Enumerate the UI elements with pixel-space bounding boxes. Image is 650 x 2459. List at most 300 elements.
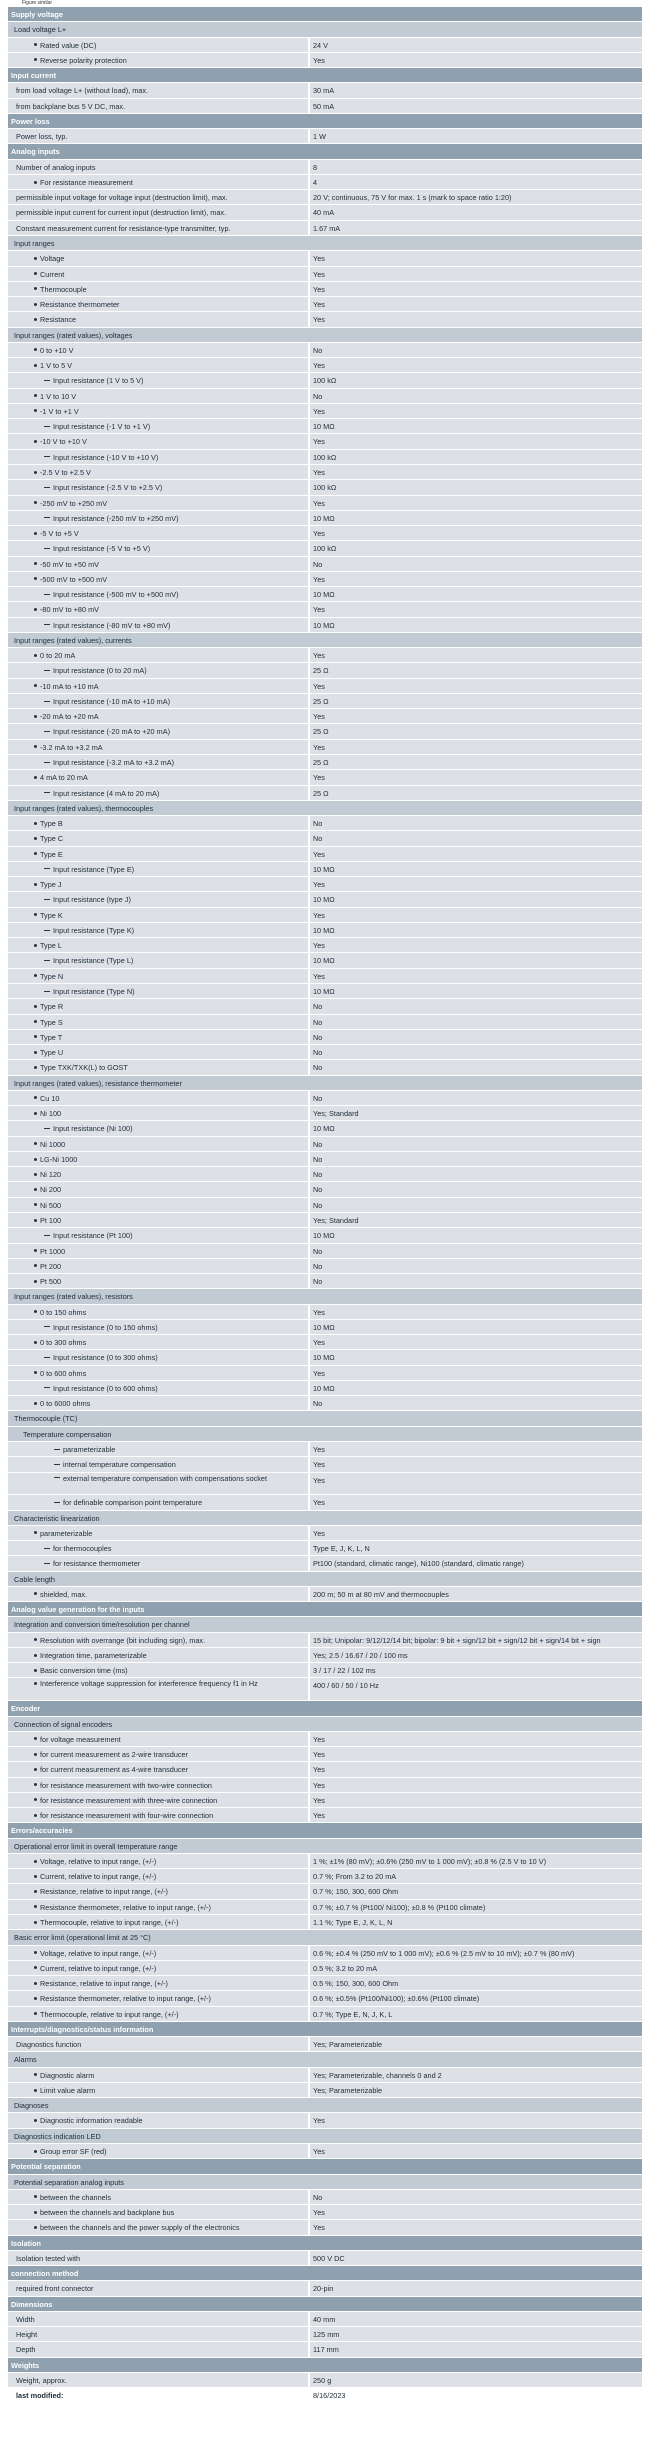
bullet-icon [34,1005,37,1008]
bullet-icon [34,577,37,580]
bullet-icon [34,944,37,947]
spec-label [8,480,308,494]
spec-label [8,358,308,372]
spec-label [8,1015,308,1029]
bullet-icon [34,1890,37,1893]
spec-label [8,2281,308,2295]
spec-value: No [308,2190,642,2204]
spec-value: No [308,1244,642,1258]
section-title: Input current [11,71,56,81]
spec-value: 10 MΩ [308,419,642,433]
spec-label-text: between the channels and backplane bus [40,2208,175,2218]
spec-value: No [308,1091,642,1105]
spec-row [8,1366,642,1381]
spec-label-text: Input resistance (type J) [53,895,131,905]
spec-value: No [308,1259,642,1273]
section-header [8,2266,642,2281]
spec-label [8,602,308,616]
section-title: Potential separation [11,2162,81,2172]
spec-label-text: 1 V to 10 V [40,391,77,401]
spec-label-text: Voltage [40,254,65,264]
bullet-icon [34,1158,37,1161]
spec-label [8,267,308,281]
bullet-icon [34,2211,37,2214]
spec-row [8,1793,642,1808]
bullet-icon [34,2195,37,2198]
spec-label-text: Depth [16,2345,36,2355]
spec-table [8,7,642,2404]
subsection-title: Characteristic linearization [14,1513,100,1523]
bullet-icon [34,1020,37,1023]
spec-value: 1 %; ±1% (80 mV); ±0.6% (250 mV to 1 000 mV); ±0.8 % (2.5 V to 10 V) [308,1854,642,1868]
spec-label [8,312,308,326]
spec-label [8,999,308,1013]
spec-label-text: external temperature compensation with compensations socket [63,1473,268,1483]
spec-row [8,2312,642,2327]
spec-row [8,877,642,892]
spec-value: No [308,1137,642,1151]
spec-label-text: Type J [40,880,62,890]
spec-row [8,1320,642,1335]
spec-label [8,755,308,769]
spec-row [8,1541,642,1556]
bullet-icon [34,684,37,687]
bullet-icon [34,1203,37,1206]
spec-row [8,1015,642,1030]
spec-value: Yes [308,2113,642,2127]
spec-value: Yes [308,1808,642,1822]
spec-label [8,877,308,891]
spec-value: No [308,831,642,845]
spec-value: Yes [308,434,642,448]
spec-row [8,1556,642,1571]
spec-label-text: Type U [40,1048,64,1058]
spec-row [8,343,642,358]
spec-row [8,450,642,465]
subsection-header [8,328,642,343]
spec-label [8,389,308,403]
spec-label [8,1869,308,1883]
spec-label [8,1381,308,1395]
bullet-icon [34,532,37,535]
dash-icon [44,1235,50,1236]
spec-row [8,938,642,953]
spec-value: Yes [308,465,642,479]
bullet-icon [34,1341,37,1344]
spec-label [8,1274,308,1288]
section-title: Encoder [11,1704,41,1714]
spec-value: Yes [308,648,642,662]
spec-label-text: Pt 100 [40,1215,62,1225]
spec-value: Yes [308,1366,642,1380]
spec-value: Yes [308,1778,642,1792]
spec-label [8,831,308,845]
section-title: Isolation [11,2238,41,2248]
spec-label-text: Reverse polarity protection [40,55,127,65]
spec-label-text: Ni 1000 [40,1139,66,1149]
bullet-icon [34,1814,37,1817]
dash-icon [44,991,50,992]
spec-row [8,312,642,327]
spec-label-text: Input resistance (-80 mV to +80 mV) [53,620,171,630]
bullet-icon [34,2073,37,2076]
bullet-icon [34,1997,37,2000]
spec-row [8,297,642,312]
bullet-icon [34,287,37,290]
spec-value: 10 MΩ [308,1121,642,1135]
spec-label-text: -3.2 mA to +3.2 mA [40,742,103,752]
spec-label [8,1747,308,1761]
spec-value: Yes [308,267,642,281]
spec-label [8,1663,308,1677]
spec-label [8,190,308,204]
spec-row [8,175,642,190]
spec-label [8,373,308,387]
spec-label-text: Voltage, relative to input range, (+/-) [40,1856,157,1866]
spec-label [8,2113,308,2127]
spec-label [8,1854,308,1868]
spec-label-text: Input resistance (Type K) [53,925,135,935]
spec-label-text: Input resistance (Type E) [53,864,135,874]
spec-value: Yes [308,572,642,586]
spec-label-text: Constant measurement current for resistance-type transmitter, typ. [16,223,231,233]
spec-label-text: Type B [40,819,63,829]
spec-label [8,1396,308,1410]
spec-row [8,862,642,877]
spec-label [8,1587,308,1601]
bullet-icon [34,1982,37,1985]
spec-row [8,709,642,724]
spec-row [8,572,642,587]
spec-label [8,740,308,754]
spec-row [8,2190,642,2205]
spec-label-text: Pt 200 [40,1261,62,1271]
spec-label-text: 0 to 6000 ohms [40,1399,91,1409]
spec-value: Yes [308,1762,642,1776]
spec-value: Yes; 2.5 / 16.67 / 20 / 100 ms [308,1648,642,1662]
spec-label [8,450,308,464]
spec-label-text: Resistance [40,315,77,325]
bullet-icon [34,852,37,855]
spec-label [8,1732,308,1746]
spec-label-text: for definable comparison point temperature [63,1498,203,1508]
subsection-header [8,1076,642,1091]
spec-value: 400 / 60 / 50 / 10 Hz [308,1678,642,1700]
spec-row [8,2220,642,2235]
spec-label-text: Input resistance (0 to 600 ohms) [53,1383,158,1393]
subsection-title: Cable length [14,1574,55,1584]
spec-row [8,251,642,266]
spec-label-text: for current measurement as 4-wire transducer [40,1765,189,1775]
spec-row [8,1137,642,1152]
bullet-icon [34,562,37,565]
spec-label-text: Ni 200 [40,1185,62,1195]
spec-value: 10 MΩ [308,1381,642,1395]
spec-label-text: Rated value (DC) [40,40,97,50]
spec-row [8,2007,642,2022]
bullet-icon [34,1066,37,1069]
spec-row [8,1869,642,1884]
bullet-icon [34,654,37,657]
spec-label-text: Diagnostic information readable [40,2116,143,2126]
spec-label [8,1305,308,1319]
spec-value: 3 / 17 / 22 / 102 ms [308,1663,642,1677]
spec-label-text: Type R [40,1002,64,1012]
spec-row [8,1381,642,1396]
spec-label-text: Input resistance (-250 mV to +250 mV) [53,513,179,523]
spec-label-text: Input resistance (Type L) [53,956,134,966]
spec-row [8,99,642,114]
spec-value: No [308,1015,642,1029]
spec-label [8,1915,308,1929]
section-title: Supply voltage [11,10,63,19]
spec-label [8,786,308,800]
spec-value: 10 MΩ [308,923,642,937]
spec-value: Yes [308,251,642,265]
spec-label [8,129,308,143]
spec-label [8,663,308,677]
spec-row [8,1182,642,1197]
spec-row [8,1045,642,1060]
spec-value: 250 g [308,2373,642,2387]
spec-value: 0.5 %; 3.2 to 20 mA [308,1961,642,1975]
spec-value: Yes [308,358,642,372]
spec-row [8,53,642,68]
spec-row [8,969,642,984]
spec-label [8,2083,308,2097]
spec-label [8,1320,308,1334]
spec-label-text: internal temperature compensation [63,1460,176,1470]
spec-row [8,511,642,526]
spec-value: 1 W [308,129,642,143]
spec-label-text: Input resistance (-10 V to +10 V) [53,452,159,462]
spec-label [8,496,308,510]
spec-row [8,2083,642,2098]
spec-label [8,1228,308,1242]
spec-label [8,1244,308,1258]
spec-value: 20 V; continuous, 75 V for max. 1 s (mark to space ratio 1:20) [308,190,642,204]
spec-row [8,2251,642,2266]
subsection-title: Integration and conversion time/resolution per channel [14,1620,190,1630]
spec-label-text: for thermocouples [53,1544,112,1554]
bullet-icon [34,1669,37,1672]
spec-value: Type E, J, K, L, N [308,1541,642,1555]
spec-label [8,541,308,555]
spec-label [8,1884,308,1898]
section-title: Errors/accuracies [11,1826,73,1836]
spec-label-text: Type C [40,834,64,844]
bullet-icon [34,1966,37,1969]
bullet-icon [34,364,37,367]
spec-row [8,526,642,541]
spec-label [8,1366,308,1380]
spec-label [8,1900,308,1914]
spec-label [8,434,308,448]
bullet-icon [34,974,37,977]
spec-value: Yes [308,1732,642,1746]
spec-label-text: Input resistance (-500 mV to +500 mV) [53,590,179,600]
spec-row [8,587,642,602]
spec-label [8,1045,308,1059]
spec-label [8,1259,308,1273]
spec-label-text: permissible input voltage for voltage input (destruction limit), max. [16,193,228,203]
spec-value: 125 mm [308,2327,642,2341]
spec-value: Yes; Parameterizable [308,2083,642,2097]
spec-label-text: 0 to 20 mA [40,651,76,661]
spec-row [8,434,642,449]
spec-label-text: Input resistance (Pt 100) [53,1231,133,1241]
spec-label-text: -5 V to +5 V [40,529,79,539]
spec-label [8,1213,308,1227]
spec-label [8,2327,308,2341]
spec-label [8,1137,308,1151]
spec-label [8,297,308,311]
spec-label-text: for resistance measurement with four-wire connection [40,1811,214,1821]
spec-label-text: Type E [40,849,63,859]
bullet-icon [34,1737,37,1740]
spec-label [8,969,308,983]
spec-value: 8/16/2023 [308,2388,642,2402]
spec-value: No [308,1396,642,1410]
spec-label [8,1121,308,1135]
spec-label [8,923,308,937]
dash-icon [44,487,50,488]
bullet-icon [34,1371,37,1374]
spec-row [8,1808,642,1823]
spec-value: Yes [308,2205,642,2219]
spec-value: 24 V [308,38,642,52]
spec-label [8,2342,308,2356]
spec-value: 100 kΩ [308,373,642,387]
bullet-icon [34,608,37,611]
dash-icon [44,548,50,549]
spec-row [8,1526,642,1541]
spec-label [8,1457,308,1471]
spec-label [8,694,308,708]
spec-value: 50 mA [308,99,642,113]
figure-note: Figure similar [22,0,53,6]
bullet-icon [34,1402,37,1405]
spec-label-text: Type S [40,1017,63,1027]
section-title: Power loss [11,116,50,126]
spec-label-text: Resistance, relative to input range, (+/-) [40,1979,168,1989]
spec-label-text: Resistance, relative to input range, (+/-) [40,1887,168,1897]
spec-label-text: Thermocouple [40,284,87,294]
spec-label-text: Diagnostic alarm [40,2070,95,2080]
bullet-icon [34,1249,37,1252]
spec-label-text: LG-Ni 1000 [40,1154,78,1164]
spec-row [8,1678,642,1701]
spec-row [8,1442,642,1457]
spec-row [8,892,642,907]
spec-value: 10 MΩ [308,984,642,998]
subsection-header [8,2175,642,2190]
spec-value: 0.6 %; ±0.4 % (250 mV to 1 000 mV); ±0.6 % (2.5 mV to 10 mV); ±0.7 % (80 mV) [308,1946,642,1960]
section-title: Dimensions [11,2299,53,2309]
subsection-title: Thermocouple (TC) [14,1414,78,1424]
spec-label-text: 0 to +10 V [40,345,74,355]
spec-label [8,1060,308,1074]
spec-label [8,1106,308,1120]
spec-value: No [308,1182,642,1196]
spec-label-text: Type N [40,971,64,981]
spec-label [8,953,308,967]
spec-row [8,847,642,862]
spec-label [8,679,308,693]
spec-value: 200 m; 50 m at 80 mV and thermocouples [308,1587,642,1601]
spec-row [8,2342,642,2357]
bullet-icon [34,318,37,321]
spec-row [8,724,642,739]
spec-label [8,1091,308,1105]
spec-label-text: -10 mA to +10 mA [40,681,99,691]
spec-label-text: Isolation tested with [16,2253,81,2263]
bullet-icon [34,1921,37,1924]
spec-value: 40 mA [308,205,642,219]
bullet-icon [34,1768,37,1771]
spec-value: 25 Ω [308,694,642,708]
spec-row [8,984,642,999]
bullet-icon [34,1753,37,1756]
spec-label-text: 4 mA to 20 mA [40,773,88,783]
spec-label [8,1633,308,1647]
spec-label [8,572,308,586]
spec-label-text: Height [16,2330,38,2340]
spec-label-text: Resistance thermometer, relative to input range, (+/-) [40,1994,211,2004]
section-header [8,2236,642,2251]
spec-value: Yes [308,1457,642,1471]
spec-label-text: shielded, max. [40,1589,88,1599]
spec-label [8,938,308,952]
spec-row [8,816,642,831]
bullet-icon [34,1875,37,1878]
spec-value: Yes [308,1495,642,1509]
spec-value: Yes; Standard [308,1106,642,1120]
spec-label-text: -2.5 V to +2.5 V [40,467,91,477]
spec-label [8,1495,308,1509]
spec-label [8,465,308,479]
subsection-title: Input ranges (rated values), currents [14,635,132,645]
spec-label-text: Input resistance (-10 mA to +10 mA) [53,696,171,706]
spec-row [8,1106,642,1121]
subsection-title: Input ranges (rated values), thermocouples [14,803,154,813]
section-title: Analog value generation for the inputs [11,1605,145,1615]
spec-row [8,2327,642,2342]
spec-label [8,2373,308,2387]
bullet-icon [34,181,37,184]
bullet-icon [34,822,37,825]
spec-value: 25 Ω [308,724,642,738]
spec-label [8,99,308,113]
spec-label-text: Power loss, typ. [16,132,68,142]
spec-value: 0.7 %; From 3.2 to 20 mA [308,1869,642,1883]
subsection-header [8,1930,642,1945]
spec-row [8,1747,642,1762]
spec-row [8,663,642,678]
bullet-icon [34,1682,37,1685]
spec-row [8,190,642,205]
section-header [8,144,642,159]
section-title: Weights [11,2360,40,2370]
spec-label-text: Ni 120 [40,1170,62,1180]
bullet-icon [34,1592,37,1595]
spec-label [8,1678,308,1700]
spec-value: Yes [308,1747,642,1761]
section-header [8,68,642,83]
spec-value: 117 mm [308,2342,642,2356]
subsection-header [8,801,642,816]
dash-icon [44,1387,50,1388]
